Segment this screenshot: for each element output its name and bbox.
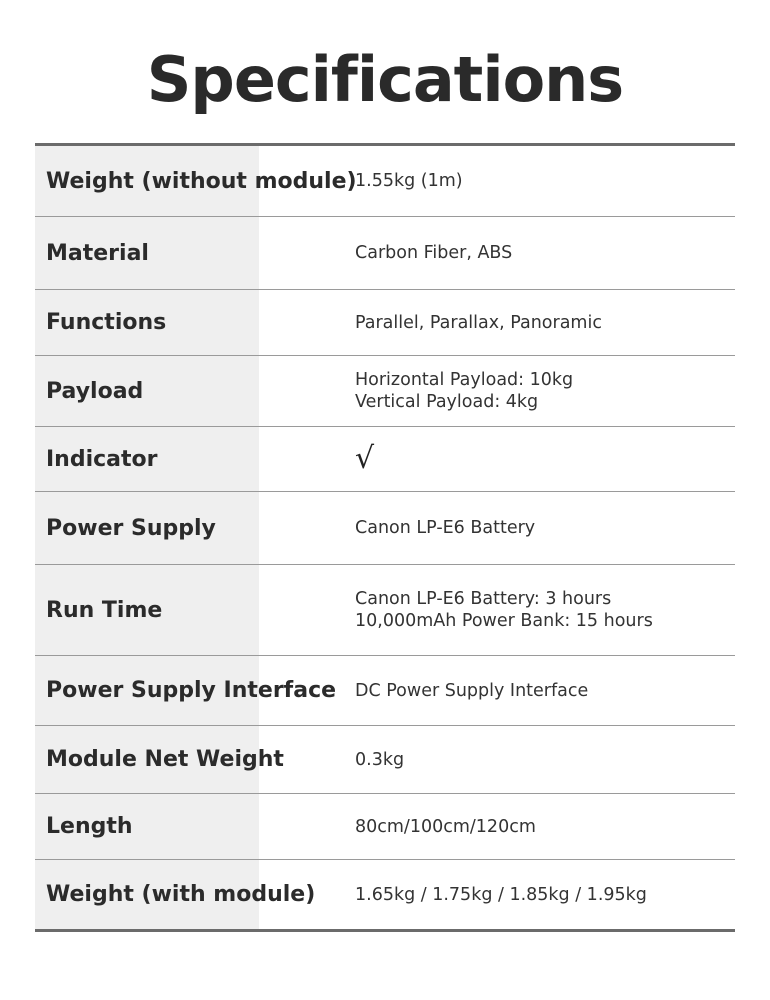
spec-label: Functions <box>35 290 259 355</box>
spec-row-power-supply <box>35 492 735 565</box>
spec-value-line: 10,000mAh Power Bank: 15 hours <box>355 611 653 631</box>
spec-row-module-net-weight <box>35 726 735 794</box>
spec-row-power-supply-interface <box>35 656 735 726</box>
spec-row-material <box>35 217 735 290</box>
spec-value-line: Carbon Fiber, ABS <box>355 243 513 263</box>
spec-value <box>259 356 735 426</box>
spec-value-line: Vertical Payload: 4kg <box>355 392 539 412</box>
spec-value-line: 80cm/100cm/120cm <box>355 816 536 837</box>
spec-value-line: 1.65kg / 1.75kg / 1.85kg / 1.95kg <box>355 884 647 905</box>
spec-row-run-time <box>35 565 735 656</box>
spec-row-payload <box>35 356 735 427</box>
spec-value-line: Canon LP-E6 Battery: 3 hours <box>355 589 612 609</box>
spec-value <box>259 492 735 564</box>
spec-value-line: 0.3kg <box>355 749 405 770</box>
spec-label: Indicator <box>35 427 259 491</box>
spec-label: Weight (without module) <box>35 146 259 216</box>
spec-value <box>259 565 735 655</box>
spec-value <box>259 794 735 859</box>
spec-value <box>259 290 735 355</box>
spec-label: Weight (with module) <box>35 860 259 929</box>
check-mark-icon: √ <box>355 441 375 476</box>
spec-row-weight-without-module <box>35 146 735 217</box>
spec-label: Module Net Weight <box>35 726 259 793</box>
spec-label: Length <box>35 794 259 859</box>
spec-label: Power Supply Interface <box>35 656 259 725</box>
spec-value-line: Horizontal Payload: 10kg <box>355 370 574 390</box>
spec-label: Payload <box>35 356 259 426</box>
spec-value <box>259 217 735 289</box>
spec-row-weight-with-module <box>35 860 735 929</box>
spec-value <box>259 726 735 793</box>
spec-value <box>259 427 735 491</box>
spec-label: Material <box>35 217 259 289</box>
spec-row-functions <box>35 290 735 356</box>
spec-row-indicator <box>35 427 735 492</box>
spec-row-length <box>35 794 735 860</box>
page-title: Specifications <box>146 43 624 116</box>
spec-value-line: 1.55kg (1m) <box>355 171 463 191</box>
spec-value <box>259 860 735 929</box>
spec-value-line: DC Power Supply Interface <box>355 680 589 701</box>
spec-label: Power Supply <box>35 492 259 564</box>
specifications-table <box>35 143 735 932</box>
spec-value-line: Parallel, Parallax, Panoramic <box>355 312 602 333</box>
spec-value-line: Canon LP-E6 Battery <box>355 518 536 538</box>
spec-label: Run Time <box>35 565 259 655</box>
